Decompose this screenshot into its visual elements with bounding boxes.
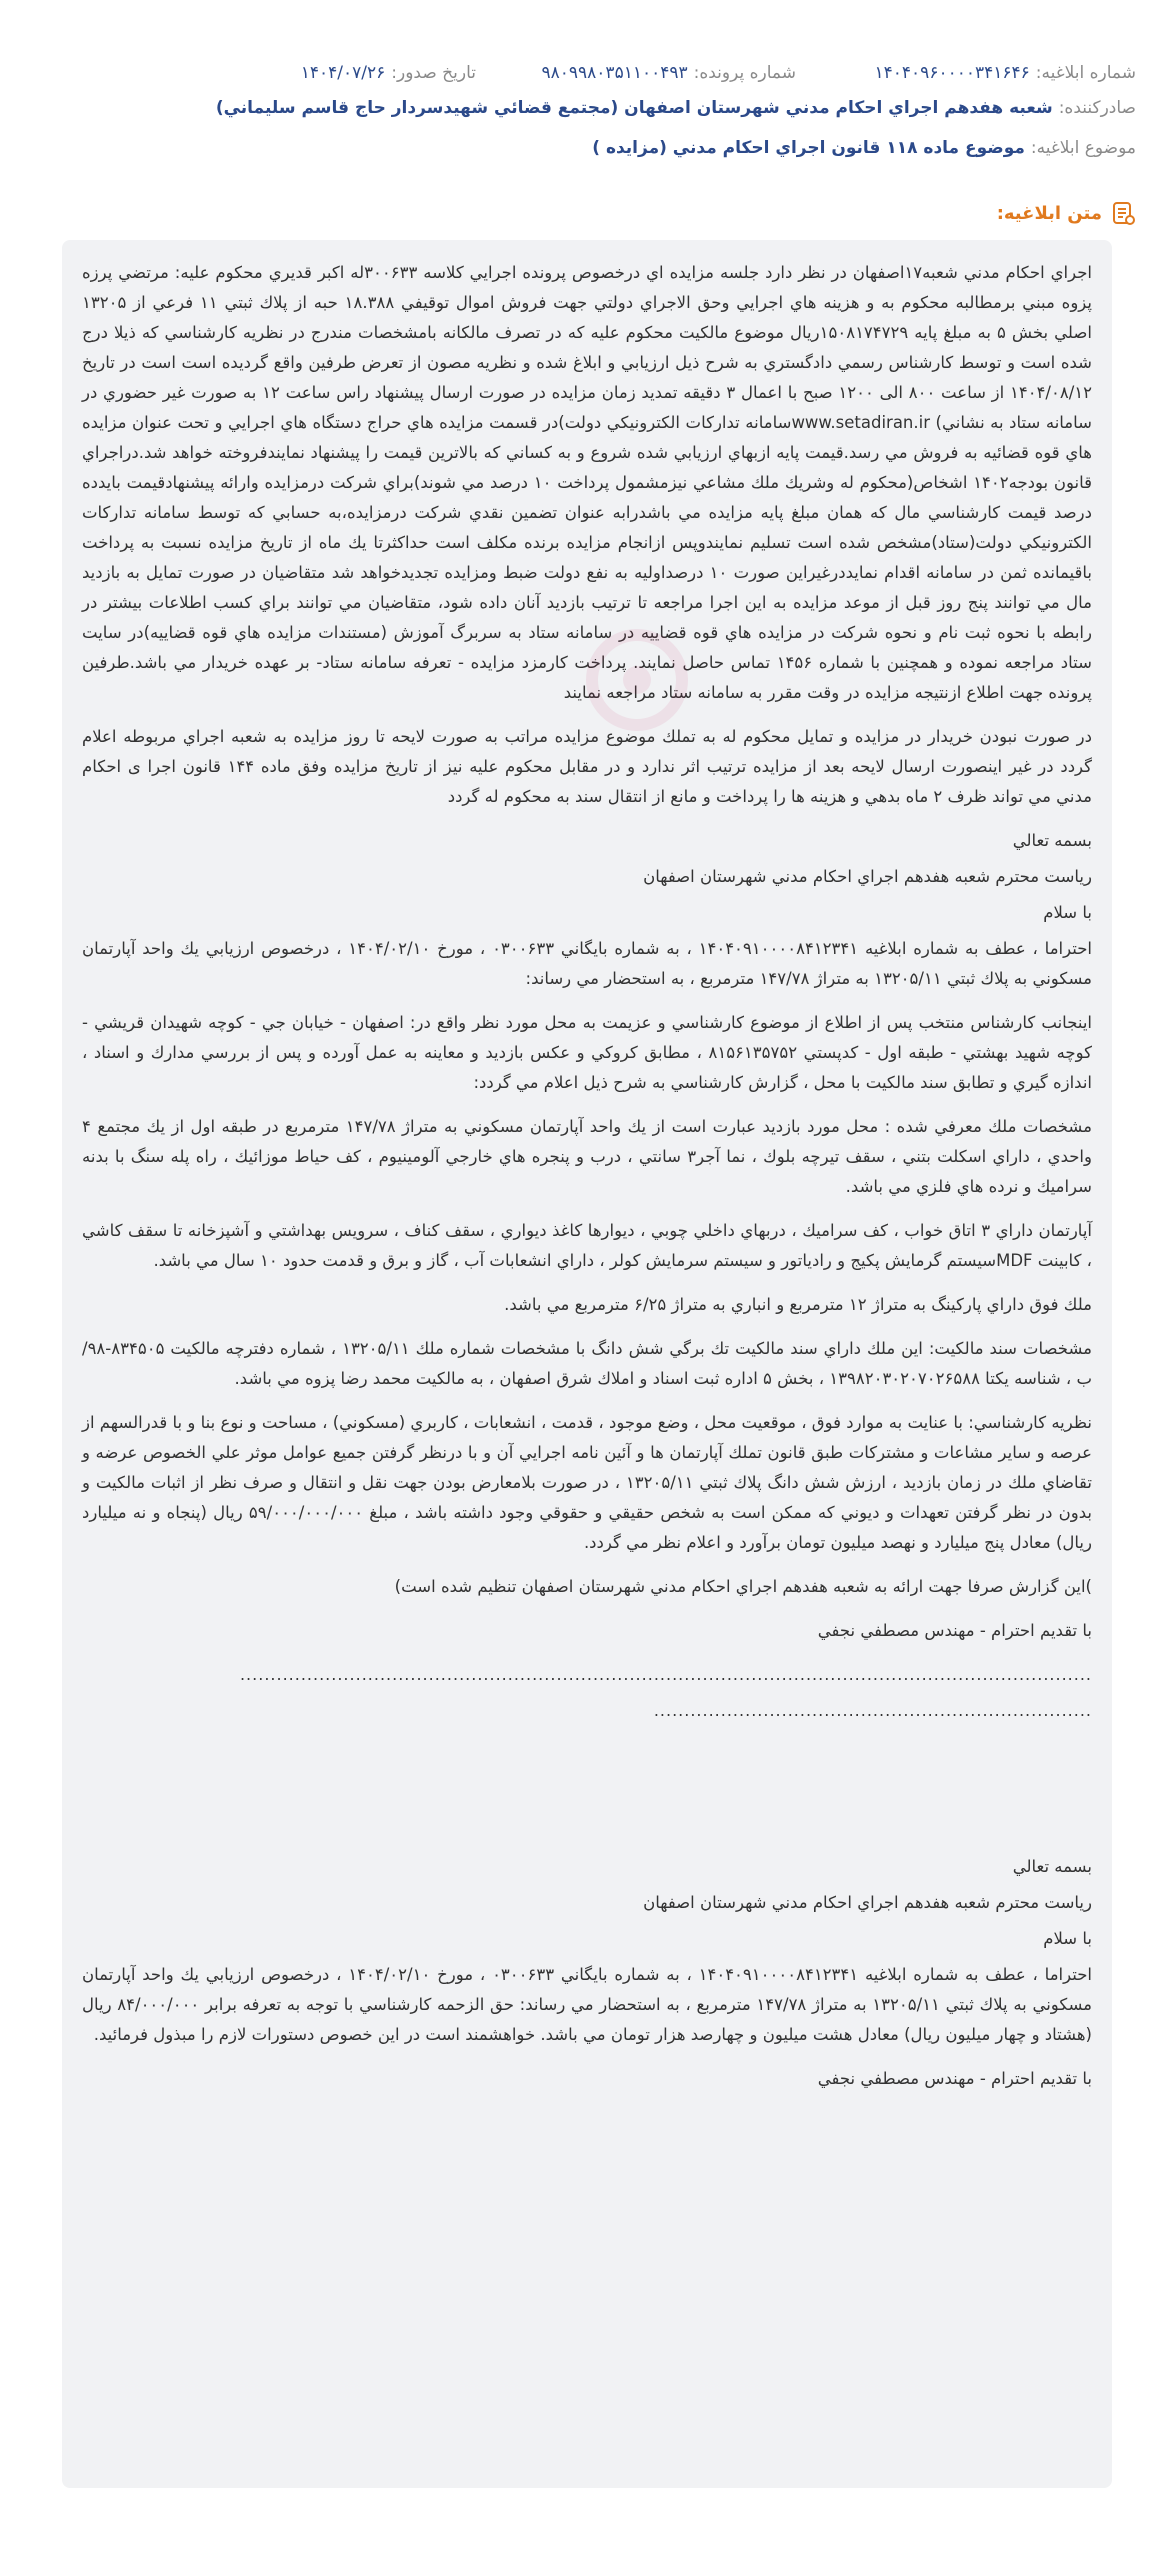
body-basmala-2: بسمه تعالي (1012, 1857, 1092, 1876)
body-paragraph-note: )اين گزارش صرفا جهت ارائه به شعبه هفدهم اجراي احكام مدني شهرستان اصفهان تنظيم شده است) (394, 1577, 1092, 1596)
case-number-value: ۹۸۰۹۹۸۰۳۵۱۱۰۰۴۹۳ (541, 63, 688, 83)
body-paragraph-visit: اينجانب كارشناس منتخب پس از اطلاع از موضوع كارشناسي و عزيمت به محل مورد نظر واقع در: اصفهان - خيابان جي - كوچه شهيدان قريشي - كوچه شهيد بهشتي - طبقه اول - كدپستي ۸۱۵۶۱۳۵۷۵۲ ، مطابق كروكي و عكس بازديد و معاينه به عمل آورده و پس از بررسي مدارك و اسناد ، اندازه گيري و تطابق سند مالكيت با محل ، گزارش كارشناسي به شرح ذيل اعلام مي گردد: (82, 1013, 1092, 1092)
issuer-line (216, 98, 1136, 118)
body-addressee-1: رياست محترم شعبه هفدهم اجراي احكام مدني شهرستان اصفهان (643, 867, 1092, 886)
body-paragraph-no-buyer: در صورت نبودن خريدار در مزايده و تمايل محكوم له به تملك موضوع مزايده مراتب به صورت لايحه تا روز مزايده به شعبه اجراي مربوطه اعلام گردد در غير اينصورت ارسال لايحه بعد از مزايده ترتيب اثر ندارد و در مقابل محكوم عليه نيز از تاريخ مزايده وفق ماده ۱۴۴ قانون اجرا ی احكام مدني مي تواند ظرف ۲ ماه بدهي و هزينه ها را پرداخت و مانع از انتقال سند به محكوم له گردد (82, 727, 1092, 806)
issuer-label: صادرکننده: (1058, 98, 1136, 118)
issue-date-label: تاريخ صدور: (391, 63, 476, 83)
notice-number-value: ۱۴۰۴۰۹۶۰۰۰۰۳۴۱۶۴۶ (874, 63, 1030, 83)
case-number (476, 63, 796, 83)
subject-line (592, 138, 1136, 158)
body-paragraph-apartment: آپارتمان داراي ۳ اتاق خواب ، كف سراميك ، دربهاي داخلي چوبي ، ديوارها كاغذ ديواري ، سقف كناف ، سرويس بهداشتي و آشپزخانه تا سقف كاشي ، كابينت MDFسيستم گرمايش پكيج و رادياتور و سيستم سرمايش كولر ، داراي انشعابات آب ، گاز و برق و قدمت حدود ۱۰ سال مي باشد. (82, 1221, 1092, 1270)
body-paragraph-fee: احتراما ، عطف به شماره ابلاغيه ۱۴۰۴۰۹۱۰۰۰۰۸۴۱۲۳۴۱ ، به شماره بايگاني ۰۳۰۰۶۳۳ ، مورخ ۱۴۰۴/۰۲/۱۰ ، درخصوص ارزيابي يك واحد آپارتمان مسكوني به پلاك ثبتي ۱۳۲۰۵/۱۱ به متراژ ۱۴۷/۷۸ مترمربع ، به استحضار مي رساند: حق الزحمه كارشناسي با توجه به تعرفه برابر ۸۴/۰۰۰/۰۰۰ ريال (هشتاد و چهار ميليون ريال) معادل هشت ميليون و چهارصد هزار تومان مي باشد. خواهشمند است در اين خصوص دستورات لازم را مبذول فرمائيد. (82, 1965, 1093, 2044)
body-spacer (82, 1732, 1092, 1852)
body-paragraph-specs: مشخصات ملك معرفي شده : محل مورد بازديد عبارت است از يك واحد آپارتمان مسكوني به متراژ ۱۴۷/۷۸ مترمربع در طبقه اول از يك مجتمع ۴ واحدي ، داراي اسكلت بتني ، سقف تيرچه بلوك ، نما آجر۳ سانتي ، درب و پنجره هاي خارجي آلومينيوم ، كف حياط موزائيك ، راه پله سنگ با بدنه سراميك و نرده هاي فلزي مي باشد. (82, 1117, 1092, 1196)
body-greeting-2: با سلام (1043, 1929, 1092, 1948)
issuer-value: شعبه هفدهم اجراي احكام مدني شهرستان اصفهان (مجتمع قضائي شهيدسردار حاج قاسم سليماني) (215, 98, 1053, 118)
subject-label: موضوع ابلاغيه: (1030, 138, 1136, 158)
body-greeting-1: با سلام (1043, 903, 1092, 922)
issue-date-value: ۱۴۰۴/۰۷/۲۶ (300, 63, 386, 83)
header-meta-row (38, 58, 1136, 88)
body-signature-1: با تقديم احترام - مهندس مصطفي نجفي (817, 1621, 1092, 1640)
body-paragraph-parking: ملك فوق داراي پاركينگ به متراژ ۱۲ مترمربع و انباري به متراژ ۶/۲۵ مترمربع مي باشد. (504, 1295, 1092, 1314)
body-paragraph-opinion: نظريه كارشناسي: با عنايت به موارد فوق ، موقعيت محل ، وضع موجود ، قدمت ، انشعابات ، كاربري (مسكوني) ، مساحت و نوع بنا و با قدرالسهم از عرصه و ساير مشاعات و مشتركات طبق قانون تملك آپارتمان ها و آئين نامه اجرايي آن و با درنظر گرفتن جميع عوامل موثر علي الخصوص عرضه و تقاضاي ملك در زمان بازديد ، ارزش شش دانگ پلاك ثبتي ۱۳۲۰۵/۱۱ ، در صورت بلامعارض بودن جهت نقل و انتقال و صرف نظر از اثبات مالكيت و بدون در نظر گرفتن تعهدات و ديوني كه ممكن است به شخص حقيقي و حقوقي وجود داشته باشد ، مبلغ ۵۹/۰۰۰/۰۰۰/۰۰۰ ريال (پنجاه و نه ميليارد ريال) معادل پنج ميليارد و نهصد ميليون تومان برآورد و اعلام نظر مي گردد. (82, 1413, 1092, 1552)
case-number-label: شماره پرونده: (693, 63, 796, 83)
body-paragraph-reference: احتراما ، عطف به شماره ابلاغيه ۱۴۰۴۰۹۱۰۰۰۰۸۴۱۲۳۴۱ ، به شماره بايگاني ۰۳۰۰۶۳۳ ، مورخ ۱۴۰۴/۰۲/۱۰ ، درخصوص ارزيابي يك واحد آپارتمان مسكوني به پلاك ثبتي ۱۳۲۰۵/۱۱ به متراژ ۱۴۷/۷۸ مترمربع ، به استحضار مي رساند: (82, 939, 1092, 988)
subject-value: موضوع ماده ۱۱۸ قانون اجراي احکام مدني (مزايده ) (592, 138, 1025, 158)
issue-date (301, 63, 476, 83)
section-title (997, 200, 1136, 226)
body-paragraph-auction: اجراي احكام مدني شعبه۱۷اصفهان در نظر دارد جلسه مزايده اي درخصوص پرونده اجرايي كلاسه ۳۰۰۶۳۳له اكبر قديري محكوم عليه: مرتضي پرزه پزوه مبني برمطالبه محكوم به و هزينه هاي اجرايي وحق الاجراي دولتي جهت فروش اموال توقيفي ۱۸.۳۸۸ حبه از پلاك ثبتي ۱۱ فرعي از ۱۳۲۰۵ اصلي بخش ۵ به مبلغ پايه ۱۵۰۸۱۷۴۷۲۹ريال موضوع مالكيت محكوم عليه كه در تصرف مالكانه بامشخصات مندرج در نظريه كارشناسي كه ذيلا درج شده است و توسط كارشناس رسمي دادگستري به شرح ذيل ارزيابي و ابلاغ شده و نظريه مصون از تعرض طرفين واقع گرديده است است در تاريخ ۱۴۰۴/۰۸/۱۲ از ساعت ۸۰۰ الی ۱۲۰۰ صبح با اعمال ۳ دقيقه تمديد زمان مزايده در صورت ارسال پيشنهاد راس ساعت ۱۲ به صورت غير حضوري در سامانه ستاد به نشاني) www.setadiran.irسامانه تداركات الكترونيكي دولت)در قسمت مزايده هاي حراج دستگاه هاي اجرايي و تحت عنوان مزايده هاي قوه قضائيه به فروش مي رسد.قيمت پايه ازبهاي ارزيابي شده شروع و به كساني كه بالاترين قيمت را پيشنهاد نمايندفروخته خواهد شد.دراجراي قانون بودجه۱۴۰۲ اشخاص(محكوم له وشريك ملك مشاعي نيزمشمول پرداخت ۱۰ درصد مي شوند)براي شركت درمزايده وارائه پيشنهادقيمت بايدده درصد قيمت كارشناسي مال كه همان مبلغ پايه مزايده مي باشدرابه عنوان تضمين نقدي شركت درمزايده،به حسابي كه توسط سامانه تداركات الكترونيكي دولت(ستاد)مشخص شده است تسليم نمايندوپس ازانجام مزايده برنده مكلف است حداكثرتا يك ماه از تاريخ مزايده نسبت به پرداخت باقيمانده ثمن در سامانه اقدام نمايددرغيراين صورت ۱۰ درصداوليه به نفع دولت ضبط ومزايده تجديدخواهد شد متقاضيان در صورت تمايل به بازديد مال مي توانند پنج روز قبل از موعد مزايده به اين اجرا مراجعه تا ترتيب بازديد آنان داده شود، متقاضيان مي توانند براي كسب اطلاعات بيشتر در رابطه با نحوه ثبت نام و نحوه شركت در مزايده هاي قوه قضاييه در سامانه ستاد به سربرگ آموزش (مستندات مزايده هاي قوه قضاييه)در سايت ستاد مراجعه نموده و همچنين با شماره ۱۴۵۶ تماس حاصل نمايند. پرداخت كارمزد مزايده - تعرفه سامانه ستاد- بر عهده خريدار مي باشد.طرفين پرونده جهت اطلاع ازنتيجه مزايده در وقت مقرر به سامانه ستاد مراجعه نمايند (82, 263, 1093, 702)
notice-number-label: شماره ابلاغيه: (1035, 63, 1136, 83)
notice-number (796, 63, 1136, 83)
dotted-line-1: ............................................................................................................................................ (239, 1665, 1092, 1684)
document-icon (1110, 200, 1136, 226)
body-basmala-1: بسمه تعالي (1012, 831, 1092, 850)
body-addressee-2: رياست محترم شعبه هفدهم اجراي احكام مدني شهرستان اصفهان (643, 1893, 1092, 1912)
section-title-text: متن ابلاغيه: (996, 202, 1102, 224)
notice-body (62, 240, 1112, 2488)
body-signature-2: با تقديم احترام - مهندس مصطفي نجفي (817, 2069, 1092, 2088)
body-paragraph-deed: مشخصات سند مالكيت: اين ملك داراي سند مالكيت تك برگي شش دانگ با مشخصات شماره ملك ۱۳۲۰۵/۱۱ ، شماره دفترچه مالكيت ۸۳۴۵۰۵-۹۸/ب ، شناسه يكتا ۱۳۹۸۲۰۳۰۲۰۷۰۲۶۵۸۸ ، بخش ۵ اداره ثبت اسناد و املاك شرق اصفهان ، به مالكيت محمد رضا پزوه مي باشد. (82, 1339, 1092, 1388)
dotted-line-2: ........................................................................ (653, 1701, 1092, 1720)
